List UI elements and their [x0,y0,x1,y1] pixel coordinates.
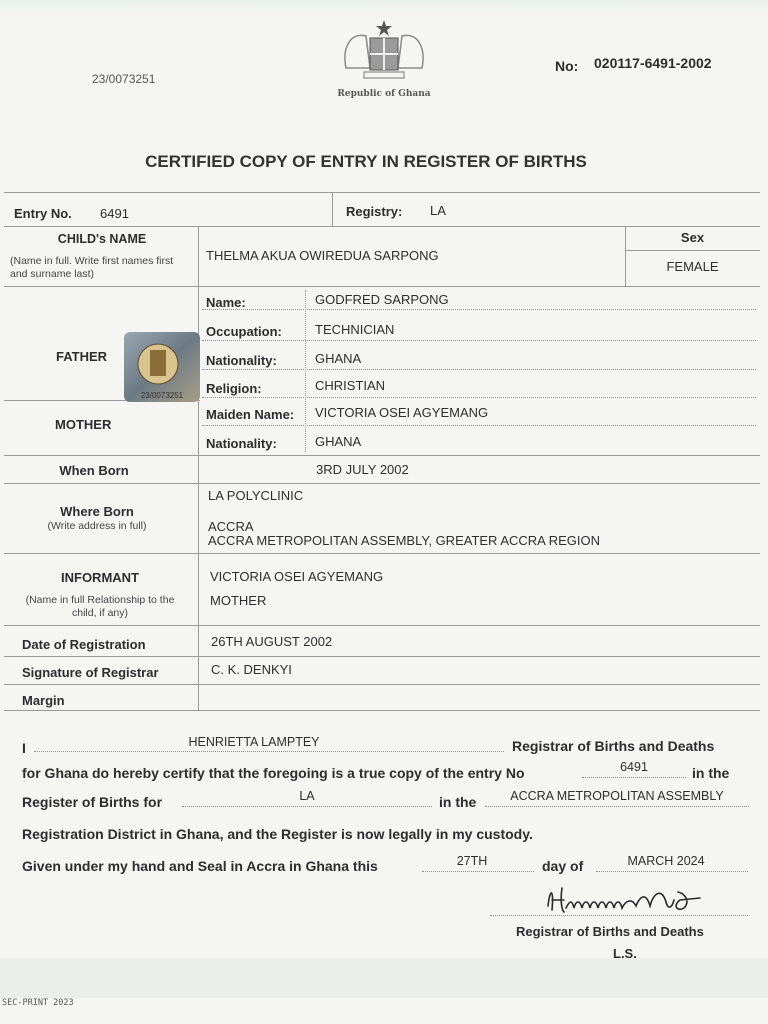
cert-text-given: Given under my hand and Seal in Accra in Ghana this [22,858,378,874]
father-nationality-value: GHANA [315,351,362,366]
watermark-band [0,958,768,998]
cert-registrar-name: HENRIETTA LAMPTEY [188,735,320,749]
father-name-label: Name: [206,295,246,310]
mother-maiden-name-value: VICTORIA OSEI AGYEMANG [315,405,489,420]
date-of-registration-label: Date of Registration [22,637,146,652]
coat-of-arms-emblem [336,18,432,88]
child-name-label: CHILD's NAME [57,232,147,246]
coat-of-arms-icon [336,18,432,88]
registry-label: Registry: [346,204,403,219]
cert-text-custody: Registration District in Ghana, and the Register is now legally in my custody. [22,826,533,842]
cert-district: ACCRA METROPOLITAN ASSEMBLY [510,789,724,803]
emblem-caption: Republic of Ghana [337,89,431,99]
entry-no-value: 6491 [100,206,129,221]
cert-i: I [22,740,26,756]
mother-nationality-label: Nationality: [206,436,277,451]
entry-no-label: Entry No. [14,206,72,221]
informant-note: (Name in full Relationship to the child, if any) [25,594,175,619]
footer-ls: L.S. [613,946,637,961]
signature-of-registrar-value: C. K. DENKYI [211,662,292,677]
father-occupation-label: Occupation: [206,324,282,339]
date-of-registration-value: 26TH AUGUST 2002 [211,634,333,649]
child-name-value: THELMA AKUA OWIREDUA SARPONG [206,248,439,263]
where-born-line3: ACCRA METROPOLITAN ASSEMBLY, GREATER ACCRA REGION [208,533,601,548]
certificate-number-value: 020117-6491-2002 [594,55,712,71]
handwritten-signature-icon [540,882,710,918]
cert-text-register-for: Register of Births for [22,794,163,810]
where-born-label: Where Born [60,504,134,519]
page-title: CERTIFIED COPY OF ENTRY IN REGISTER OF BIRTHS [145,152,587,171]
footer-signatory: Registrar of Births and Deaths [516,924,704,939]
cert-entry-no: 6491 [620,760,648,774]
informant-relationship: MOTHER [210,593,267,608]
informant-name: VICTORIA OSEI AGYEMANG [210,569,384,584]
father-label: FATHER [56,349,108,364]
footer-print: SEC-PRINT 2023 [2,998,74,1008]
where-born-line2: ACCRA [208,519,254,534]
serial-number: 23/0073251 [92,72,156,86]
mother-label: MOTHER [55,417,112,432]
father-religion-value: CHRISTIAN [315,378,386,393]
cert-register-for: LA [299,789,315,803]
father-occupation-value: TECHNICIAN [315,322,395,337]
father-religion-label: Religion: [206,381,262,396]
where-born-line1: LA POLYCLINIC [208,488,304,503]
cert-day: 27TH [456,854,488,868]
mother-maiden-name-label: Maiden Name: [206,407,295,422]
signature-of-registrar-label: Signature of Registrar [22,665,159,680]
when-born-value: 3RD JULY 2002 [316,462,409,477]
child-name-note: (Name in full. Write first names first and surname last) [10,255,174,280]
mother-nationality-value: GHANA [315,434,362,449]
cert-text-registrar: Registrar of Births and Deaths [512,738,715,754]
cert-text-in-the-2: in the [439,794,477,810]
sex-label: Sex [680,230,705,245]
hologram-serial: 23/0073251 [140,391,184,400]
cert-text-day-of: day of [542,858,584,874]
registrar-signature [540,882,710,918]
father-name-value: GODFRED SARPONG [315,292,449,307]
margin-label: Margin [22,693,65,708]
sex-value: FEMALE [666,259,719,274]
cert-text-in-the-1: in the [692,765,730,781]
registry-value: LA [430,203,446,218]
where-born-note: (Write address in full) [47,520,147,532]
informant-label: INFORMANT [61,570,139,585]
cert-month-year: MARCH 2024 [627,854,705,868]
father-nationality-label: Nationality: [206,353,277,368]
cert-text-certify: for Ghana do hereby certify that the foregoing is a true copy of the entry No [22,765,525,781]
certificate-number-label: No: [555,58,579,74]
when-born-label: When Born [59,463,129,478]
